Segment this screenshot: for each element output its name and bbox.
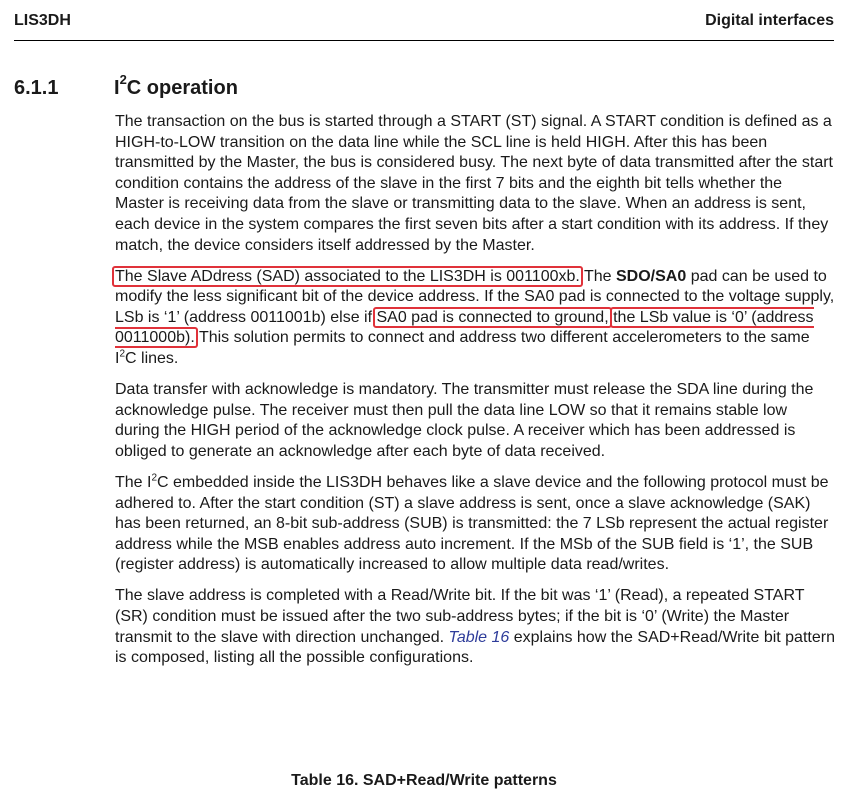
text-span: The slave address is completed with a Read/Write bit. If the bit was ‘1’ (Read), a repeated START (SR) condition must be issued after the two sub-address bytes; if the bit is ‘0’ (Write) the Master transmit to the slave with direction unchanged. [115, 587, 805, 646]
sa0-pad-label: SA0 [655, 267, 687, 285]
paragraph-acknowledge: Data transfer with acknowledge is mandatory. The transmitter must release the SDA line during the acknowledge pulse. The receiver must then pull the data line LOW so that it remains stable low during the HIGH period of the acknowledge clock pulse. A receiver which has been addressed is obliged to generate an acknowledge after each byte of data received. [115, 381, 814, 460]
text-span: The [579, 267, 616, 285]
highlight-box-lsb-value: the LSb value is ‘0’ (address 0011000b). [115, 308, 814, 347]
section-title-superscript: 2 [119, 72, 127, 87]
text-span: The I [115, 474, 152, 491]
section-title [114, 72, 238, 99]
table-16-link[interactable]: Table 16 [448, 628, 510, 646]
body-content [115, 112, 835, 679]
section-title-prefix: I [114, 76, 120, 99]
text-span: This solution permits to connect and address two different accelerometers to the same I [115, 329, 810, 368]
superscript: 2 [151, 472, 158, 484]
highlight-box-sad: The Slave ADdress (SAD) associated to the LIS3DH is 001100xb. [112, 266, 583, 287]
sdo-pad-label: SDO [616, 267, 651, 285]
paragraph-slave-address [115, 267, 835, 370]
section-heading [14, 74, 834, 100]
highlight-box-sa0-ground: SA0 pad is connected to ground, [373, 307, 611, 328]
paragraph-read-write [115, 586, 835, 668]
header-section-title: Digital interfaces [705, 12, 834, 29]
text-span: pad can be used to modify the less significant bit of the device address. If the SA0 pad is connected to the voltage supply, LSb is ‘1’ (address 0011001b) else if [115, 267, 835, 326]
text-span: explains how the SAD+Read/Write bit pattern is composed, listing all the possible configurations. [115, 628, 835, 667]
paragraph-protocol [115, 473, 835, 576]
page-header [14, 12, 834, 41]
section-number: 6.1.1 [14, 76, 59, 99]
doc-name: LIS3DH [14, 12, 71, 29]
paragraph-start-condition: The transaction on the bus is started through a START (ST) signal. A START condition is defined as a HIGH-to-LOW transition on the data line while the SCL line is held HIGH. After this has been transmitted by the Master, the bus is considered busy. The next byte of data transmitted after the start condition contains the address of the slave in the first 7 bits and the eighth bit tells whether the Master is receiving data from the slave or transmitting data to the slave. When an address is sent, each device in the system compares the first seven bits after a start condition with its address. If they match, the device considers itself addressed by the Master. [115, 113, 833, 254]
text-span: C lines. [125, 350, 179, 368]
table-caption: Table 16. SAD+Read/Write patterns [291, 772, 557, 789]
section-title-suffix: C operation [126, 76, 238, 99]
superscript: 2 [119, 348, 126, 360]
slash-separator: / [650, 267, 656, 285]
text-span: C embedded inside the LIS3DH behaves like a slave device and the following protocol must be adhered to. After the start condition (ST) a slave address is sent, once a slave acknowledge (SAK) has been returned, an 8-bit sub-address (SUB) is transmitted: the 7 LSb represent the actual register address while the MSB enables address auto increment. If the MSb of the SUB field is ‘1’, the SUB (register address) is automatically increased to allow multiple data read/writes. [115, 474, 829, 574]
